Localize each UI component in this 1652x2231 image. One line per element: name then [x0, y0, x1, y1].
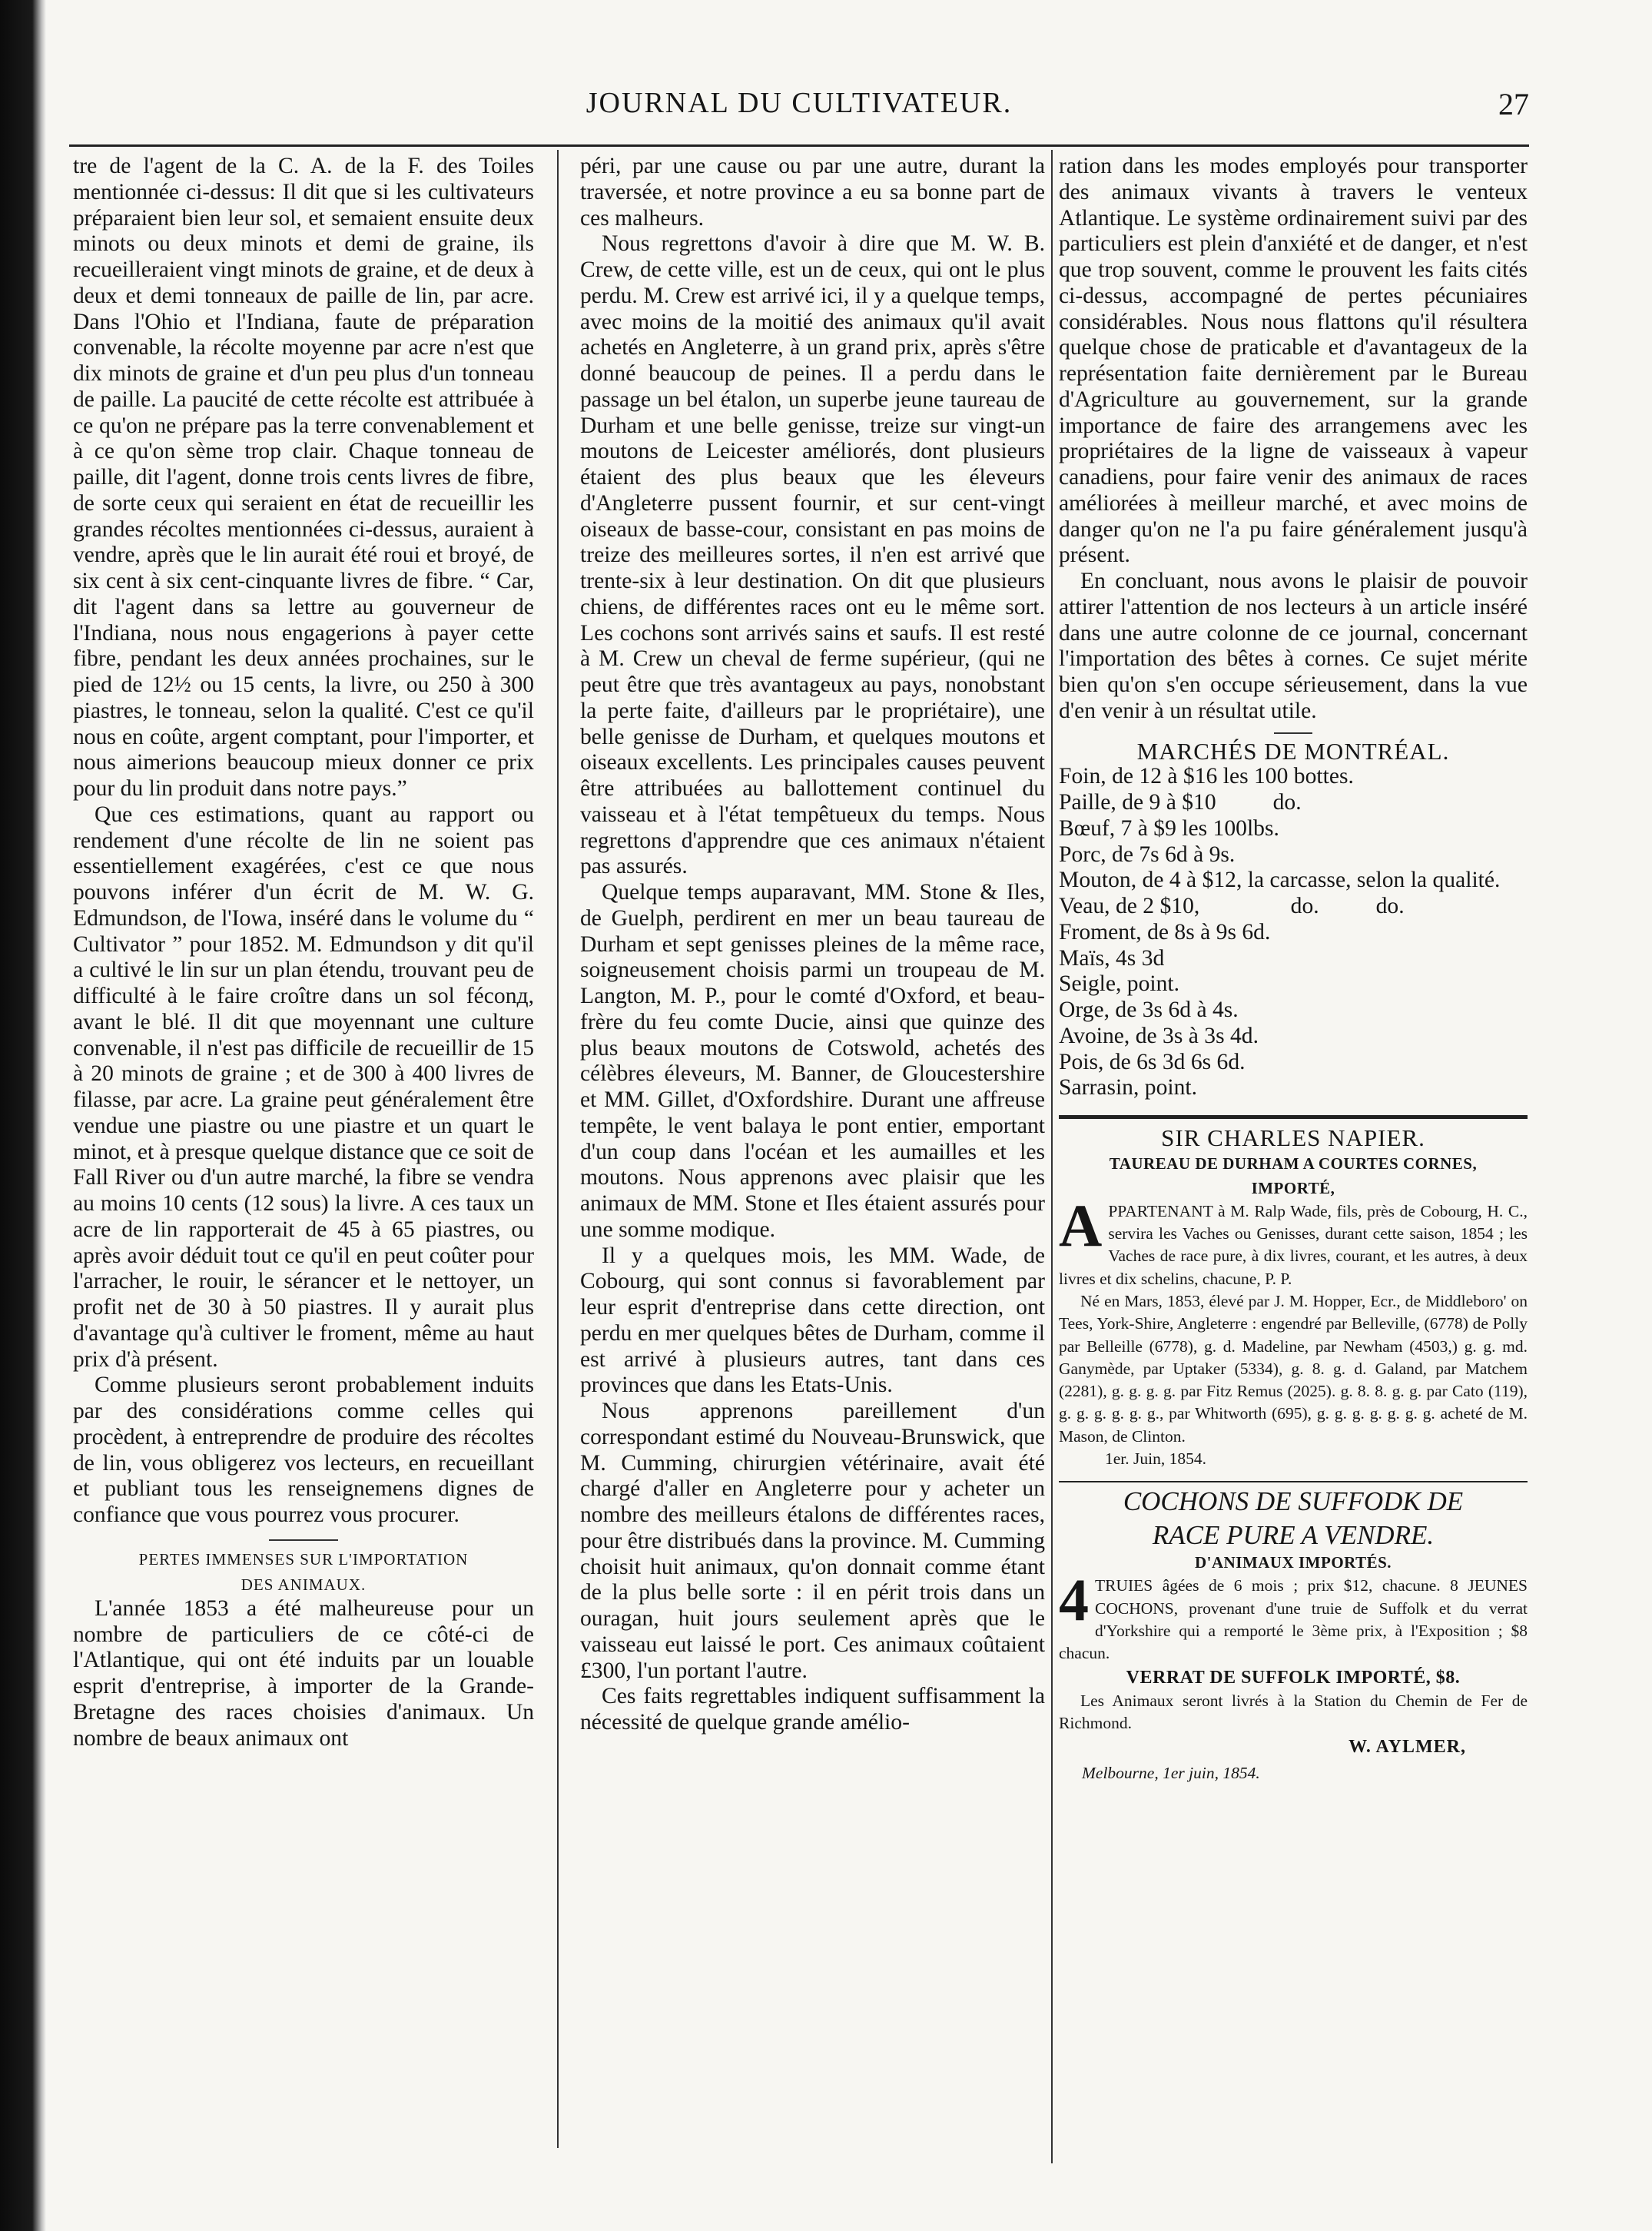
column-2 — [580, 154, 1045, 1736]
market-item: Pois, de 6s 3d 6s 6d. — [1059, 1049, 1246, 1074]
napier-title: SIR CHARLES NAPIER. — [1161, 1124, 1425, 1151]
section-title-pertes-line2: DES ANIMAUX. — [241, 1575, 367, 1594]
col2-paragraph-2: Nous regrettons d'avoir à dire que M. W. B. Crew, de cette ville, est un de ceux, qui ont le plus perdu. M. Crew est arrivé ici, il y a quelque temps, avec moins de la moitié des animaux qu'il avait achetés en Angleterre, à un grand prix, après s'être donné beaucoup de peines. Il a perdu dans le passage un bel étalon, un superbe jeune taureau de Durham et une belle genisse, treize sur vingt-un moutons de Leicester améliorés, dont plusieurs étaient des plus beaux que les éleveurs d'Angleterre pussent fournir, et sur cent-vingt oiseaux de basse-cour, consistant en pas moins de treize des meilleures sortes, il n'en est arrivé que trente-six à leur destination. On dit que plusieurs chiens, de différentes races ont eu le même sort. Les cochons sont arrivés sains et saufs. Il est resté à M. Crew un cheval de ferme supérieur, (qui ne peut être que très avantageux au pays, nonobstant la perte faite, d'ailleurs par le propriétaire), une belle genisse de Durham, et quelques moutons et oiseaux excellents. Les principales causes peuvent être attribuées au ballottement continuel du vaisseau et à l'état tempêtueux du temps. Nous regrettons d'apprendre que ces animaux n'étaient pas assurés. — [580, 231, 1045, 879]
napier-body-1: PPARTENANT à M. Ralp Wade, fils, près de Cobourg, H. C., servira les Vaches ou Genisses, durant cette saison, 1854 ; les Vaches de race pure, à dix livres, courant, et les autres, à deux livres et dix schelins, chacune, P. P. — [1059, 1201, 1528, 1288]
col2-paragraph-5: Nous apprenons pareillement d'un correspondant estimé du Nouveau-Brunswick, que M. Cumming, chirurgien vétérinaire, avait été chargé d'aller en Angleterre pour y acheter un nombre des meilleurs étalons de différentes races, pour être distribués dans la province. M. Cumming choisit huit animaux, qu'on donnait comme étant de la plus belle sorte : il en périt trois dans un ouragan, huit jours seulement après que le vaisseau eut laissé le port. Ces animaux coûtaient £300, l'un portant l'autre. — [580, 1399, 1045, 1683]
col1-paragraph-2: Que ces estimations, quant au rapport ou rendement d'une récolte de lin ne soient pas essentiellement exagérées, c'est ce que nous pouvons inférer d'un écrit de M. W. G. Edmundson, de l'Iowa, inséré dans le volume du “ Cultivator ” pour 1852. M. Edmundson y dit qu'il a cultivé le lin sur un plan étendu, trouvant peu de difficulté à le faire croître dans un sol féconд, avant le blé. Il dit que moyennant une culture convenable, il n'est pas difficile de recueillir de 15 à 20 minots de graine ; et de 300 à 400 livres de filasse, par acre. La graine peut généralement être vendue une piastre ou une piastre et un quart le minot, et à presque quelque distance que ce soit de Fall River ou d'un autre marché, la fibre se vendra au moins 10 cents (12 sous) la livre. A ces taux un acre de lin rapporterait de 45 à 65 piastres, ou après avoir déduit tout ce qu'il en peut coûter pour l'arracher, le rouir, le sérancer et le nettoyer, un profit net de 30 à 50 piastres. Il y aurait plus d'avantage qu'à cultiver le froment, même au haut prix d'à présent. — [73, 802, 534, 1372]
markets-separator — [1274, 732, 1312, 734]
cochons-body-1: TRUIES âgées de 6 mois ; prix $12, chacune. 8 JEUNES COCHONS, provenant d'une truie de Suffolk et du verrat d'Yorkshire qui a remporté le 3ème prix, à l'Exposition ; $8 chacun. — [1059, 1576, 1528, 1663]
col2-paragraph-1: péri, par une cause ou par une autre, durant la traversée, et notre province a eu sa bonne part de ces malheurs. — [580, 154, 1045, 231]
cochons-ad-body — [1059, 1566, 1528, 1665]
column-divider-1 — [557, 150, 559, 2148]
cochons-signature: W. AYLMER, — [1348, 1737, 1466, 1758]
napier-subtitle: TAUREAU DE DURHAM A COURTES CORNES, — [1109, 1154, 1478, 1173]
col1-paragraph-1: tre de l'agent de la C. A. de la F. des Toiles mentionnée ci-dessus: Il dit que si les cultivateurs préparaient bien leur sol, et semaient ensuite deux minots ou deux minots et demi de graine, ils recueilleraient vingt minots de graine, et de deux à deux et demi tonneaux de paille de lin, par acre. Dans l'Ohio et l'Indiana, faute de préparation convenable, la récolte moyenne par acre n'est que dix minots de graine et d'un peu plus d'un tonneau de paille. La paucité de cette récolte est attribuée à ce qu'on ne prépare pas la terre convenablement et à ce qu'on sème trop clair. Chaque tonneau de paille, dit l'agent, donne trois cents livres de fibre, de sorte ceux qui seraient en état de recueillir les grandes récoltes mentionnées ci-dessus, auraient à vendre, après que le lin aurait été roui et broyé, de six cent à six cent-cinquante livres de fibre. “ Car, dit l'agent dans sa lettre au gouverneur de l'Indiana, nous nous engagerions à payer cette fibre, pendant les deux années prochaines, sur le pied de 12½ ou 15 cents, la livre, ou 250 à 300 piastres, le tonneau, selon la qualité. C'est ce qu'il nous en coûte, argent comptant, pour l'importer, et nous aimerions beaucoup mieux donner ce prix pour du lin produit dans notre pays.” — [73, 154, 534, 801]
napier-body-2: Né en Mars, 1853, élevé par J. M. Hopper, Ecr., de Middleboro' on Tees, York-Shire, Angleterre : engendré par Belleville, (6778) de Polly par Belleille (6778), g. d. Madeline, par Newham (4503,) g. g. md. Ganymède, par Uptaker (5334), g. 8. g. d. Galand, par Matchem (2281), g. g. g. g. par Fitz Remus (2025). g. 8. 8. g. g. par Cato (119), g. g. g. g. g. g., par Whitworth (695), g. g. g. g. g. g. g. acheté de M. Mason, de Clinton. — [1059, 1291, 1528, 1446]
scan-binding-edge — [0, 0, 46, 2231]
market-item: Orge, de 3s 6d à 4s. — [1059, 998, 1239, 1022]
cochons-place-date: Melbourne, 1er juin, 1854. — [1082, 1763, 1260, 1782]
col1-paragraph-3: Comme plusieurs seront probablement induits par des considérations comme celles qui procèdent, à entreprendre de produire des récoltes de lin, vous obligerez vos lecteurs, en recueillant et publiant tous les renseignemens dignes de confiance que vous pourrez vous procurer. — [73, 1373, 534, 1527]
market-item: Paille, de 9 à $10 do. — [1059, 790, 1302, 815]
col3-paragraph-2: En concluant, nous avons le plaisir de pouvoir attirer l'attention de nos lecteurs à un article inséré dans une autre colonne de ce journal, concernant l'importation des bêtes à cornes. Ce sujet mérite bien qu'on s'en occupe sérieusement, dans la vue d'en venir à un résultat utile. — [1059, 569, 1528, 723]
napier-date: 1er. Juin, 1854. — [1105, 1449, 1206, 1469]
col3-paragraph-1: ration dans les modes employés pour transporter des animaux vivants à travers le venteux Atlantique. Le système ordinairement suivi par des particuliers est plein d'anxiété et de danger, et n'est que trop souvent, comme le prouvent les faits cités ci-dessus, accompagné de pertes pécuniaires considérables. Nous nous flattons qu'il résultera quelque chose de praticable et d'avantageux de la représentation faite dernièrement par le Bureau d'Agriculture au gouvernement, sur la grande importance de faire des arrangemens avec les propriétaires de la ligne de vaisseaux à vapeur canadiens, pour faire venir des animaux de races améliorées à meilleur marché, et avec moins de danger qu'on ne l'a pu faire généralement jusqu'à présent. — [1059, 154, 1528, 568]
col2-paragraph-3: Quelque temps auparavant, MM. Stone & Iles, de Guelph, perdirent en mer un beau taureau de Durham et sept genisses pleines de la même race, soigneusement choisis parmi un troupeau de M. Langton, M. P., pour le comté d'Oxford, et beau-frère du feu comte Ducie, ainsi que quinze des plus beaux moutons de Cotswold, achetés des célèbres éleveurs, M. Banner, de Gloucestershire et MM. Gillet, d'Oxfordshire. Durant une affreuse tempête, le vent balaya le pont entier, emportant d'un coup dans l'océan et les aumailles et les moutons. Nous apprenons avec plaisir que les animaux de MM. Stone et Iles étaient assurés pour une somme modique. — [580, 880, 1045, 1242]
market-item: Sarrasin, point. — [1059, 1075, 1198, 1101]
cochons-title-2: RACE PURE A VENDRE. — [1152, 1520, 1435, 1551]
market-item: Foin, de 12 à $16 les 100 bottes. — [1059, 764, 1354, 789]
markets-title: MARCHÉS DE MONTRÉAL. — [1136, 737, 1450, 765]
col1-paragraph-4: L'année 1853 a été malheureuse pour un nombre de particuliers de ce côté-ci de l'Atlantique, qui ont été induits par un louable esprit d'entreprise, à importer de la Grande-Bretagne des races choisies d'animaux. Un nombre de beaux animaux ont — [73, 1595, 534, 1751]
market-item: Bœuf, 7 à $9 les 100lbs. — [1059, 815, 1279, 841]
col2-paragraph-4: Il y a quelques mois, les MM. Wade, de Cobourg, qui sont connus si favorablement par leur esprit d'entreprise dans cette direction, ont perdu en mer quelques bêtes de Durham, comme il est arrivé à plusieurs autres, tant dans ces provinces que dans les Etats-Unis. — [580, 1243, 1045, 1398]
column-divider-2 — [1051, 150, 1053, 2163]
market-item: Porc, de 7s 6d à 9s. — [1059, 842, 1236, 867]
cochons-top-rule — [1059, 1481, 1528, 1482]
market-item: Seigle, point. — [1059, 971, 1180, 997]
napier-subtitle-2: IMPORTÉ, — [1251, 1178, 1335, 1197]
market-item: Avoine, de 3s à 3s 4d. — [1059, 1023, 1259, 1048]
market-item: Veau, de 2 $10, do. do. — [1059, 894, 1405, 918]
col2-paragraph-6: Ces faits regrettables indiquent suffisamment la nécessité de quelque grande amélio- — [580, 1684, 1045, 1735]
markets-list — [1059, 764, 1528, 1101]
page-header — [69, 86, 1529, 132]
cochons-title: COCHONS DE SUFFODK DE — [1123, 1486, 1464, 1517]
napier-ad-body — [1059, 1191, 1528, 1290]
cochons-verrat: VERRAT DE SUFFOLK IMPORTÉ, $8. — [1126, 1667, 1461, 1688]
market-item: Maïs, 4s 3d — [1059, 945, 1165, 971]
napier-top-rule — [1059, 1115, 1528, 1119]
section-separator — [269, 1539, 338, 1541]
page-number: 27 — [1498, 87, 1529, 121]
cochons-body-2: Les Animaux seront livrés à la Station du Chemin de Fer de Richmond. — [1059, 1691, 1528, 1732]
market-item: Mouton, de 4 à $12, la carcasse, selon la qualité. — [1059, 868, 1501, 893]
header-rule — [69, 144, 1529, 147]
running-title: JOURNAL DU CULTIVATEUR. — [585, 87, 1013, 119]
column-1 — [73, 154, 534, 1751]
column-3 — [1059, 154, 1528, 1787]
cochons-dropcap: 4 — [1059, 1566, 1089, 1634]
section-title-pertes: PERTES IMMENSES SUR L'IMPORTATION — [138, 1549, 469, 1569]
market-item: Froment, de 8s à 9s 6d. — [1059, 919, 1271, 945]
napier-dropcap: A — [1059, 1191, 1103, 1259]
cochons-subtitle: D'ANIMAUX IMPORTÉS. — [1194, 1553, 1392, 1572]
